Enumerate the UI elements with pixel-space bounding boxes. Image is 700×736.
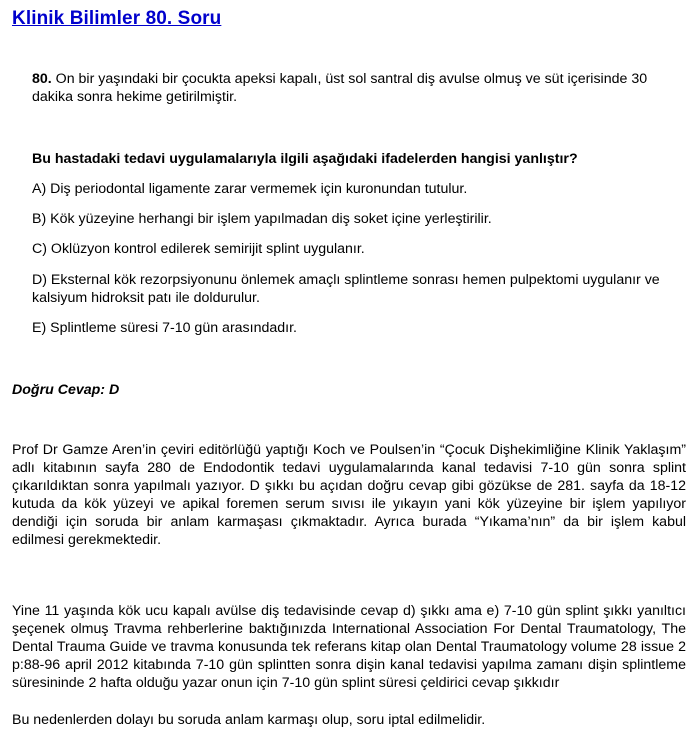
option-c: C) Oklüzyon kontrol edilerek semirijit splint uygulanır.	[32, 241, 365, 257]
page-title: Klinik Bilimler 80. Soru	[12, 8, 222, 29]
question-number: 80.	[32, 71, 52, 87]
correct-answer: Doğru Cevap: D	[12, 382, 120, 398]
explanation-paragraph-1: Prof Dr Gamze Aren’in çeviri editörlüğü yaptığı Koch ve Poulsen’in “Çocuk Dişhekimliğine Klinik Yaklaşım” adlı kitabının sayfa 280 de Endodontik tedavi uygulamalarında kanal tedavisi 7-10 gün sonra splint çıkarıldıktan sonra yapılmalı yazıyor. D şıkkı bu açıdan doğru cevap gibi gözükse de 281. sayfa da 18-12 kutuda da kök yüzeyi ve apikal foremen serum sıvısı ile yıkayın yani kök yüzeyine bir işlem yapılıyor dendiği için soruda bir anlam karmaşası çıkmaktadır. Ayrıca burada “Yıkama’nın” da bir işlem kabul edilmesi gerekmektedir.	[12, 442, 686, 548]
option-e: E) Splintleme süresi 7-10 gün arasındadır.	[32, 320, 297, 336]
question-prompt: Bu hastadaki tedavi uygulamalarıyla ilgili aşağıdaki ifadelerden hangisi yanlıştır?	[32, 151, 578, 167]
option-b: B) Kök yüzeyine herhangi bir işlem yapılmadan diş soket içine yerleştirilir.	[32, 211, 492, 227]
question-text: On bir yaşındaki bir çocukta apeksi kapalı, üst sol santral diş avulse olmuş ve süt içerisinde 30 dakika sonra hekime getirilmiştir.	[32, 71, 648, 105]
explanation-paragraph-2: Yine 11 yaşında kök ucu kapalı avülse diş tedavisinde cevap d) şıkkı ama e) 7-10 gün splint şıkkı yanıltıcı şeçenek olmuş Travma rehberlerine baktığınızda International Association For Dental Traumatology, The Dental Trauma Guide ve travma konusunda tek referans kitap olan Dental Traumatology volume 28 issue 2 p:88-96 april 2012 kitabında 7-10 gün splintten sonra dişin kanal tedavisi yapılma zamanı dişin splintleme süresininde 2 hafta olduğu yazar onun için 7-10 gün splint süresi çeldirici cevap şıkkıdır	[12, 603, 686, 691]
option-d: D) Eksternal kök rezorpsiyonunu önlemek amaçlı splintleme sonrası hemen pulpektomi uygulanır ve kalsiyum hidroksit patı ile doldurulur.	[32, 272, 660, 306]
option-a: A) Diş periodontal ligamente zarar vermemek için kuronundan tutulur.	[32, 181, 468, 197]
question-stem	[32, 70, 686, 106]
explanation-paragraph-3: Bu nedenlerden dolayı bu soruda anlam karmaşı olup, soru iptal edilmelidir.	[12, 712, 486, 728]
